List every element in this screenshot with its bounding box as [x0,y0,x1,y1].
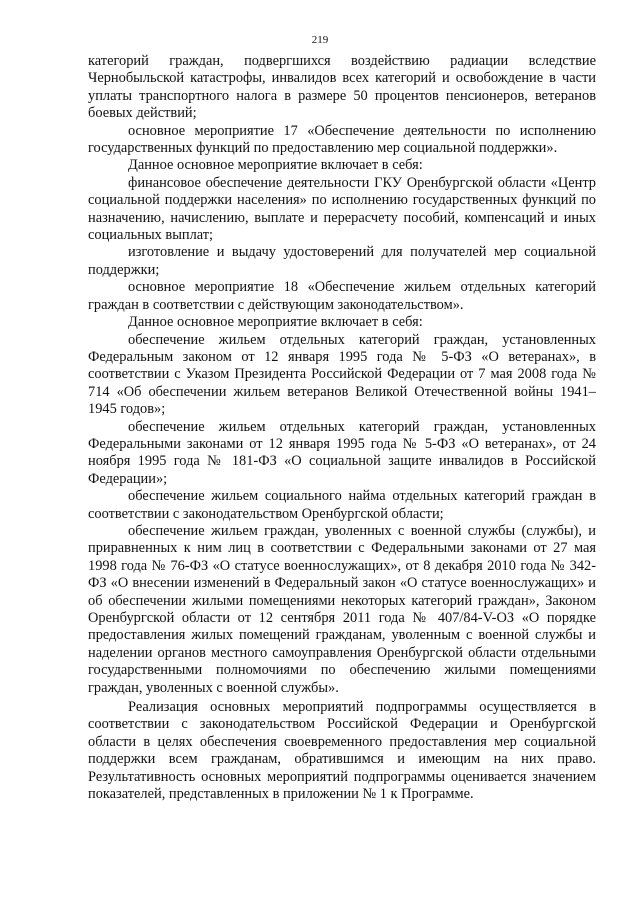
paragraph-includes-intro-2: Данное основное мероприятие включает в себя: [128,314,423,331]
paragraph-continuation: категорий граждан, подвергшихся воздействию радиации вследствие Чернобыльской катастрофы, инвалидов всех категорий и освобождение в части уплаты транспортного налога в размере 50 процентов пенсионеров, ветеранов боевых действий; [88,53,596,122]
paragraph-financial-support: финансовое обеспечение деятельности ГКУ Оренбургской области «Центр социальной поддержки населения» по исполнению государственных функций по назначению, начислению, выплате и перерасчету пособий, компенсаций и иных социальных выплат; [88,174,596,244]
paragraph-measure-17: основное мероприятие 17 «Обеспечение деятельности по исполнению государственных функций по предоставлению мер социальной поддержки». [88,122,596,157]
paragraph-housing-military: обеспечение жильем граждан, уволенных с военной службы (службы), и приравненных к ним лиц в соответствии с Федеральными законами от 27 мая 1998 года № 76-ФЗ «О статусе военнослужащих», от 8 декабря 2010 года № 342-ФЗ «О внесении изменений в Федеральный закон «О статусе военнослужащих» и об обеспечении жилыми помещениями некоторых категорий граждан», Законом Оренбургской области от 12 сентября 2011 года № 407/84-V-ОЗ «О порядке предоставления жилых помещений гражданам, уволенным с военной службы и наделении органов местного самоуправления Оренбургской области отдельными государственными полномочиями по обеспечению жилыми помещениями граждан, уволенных с военной службы». [88,522,596,696]
paragraph-measure-18: основное мероприятие 18 «Обеспечение жильем отдельных категорий граждан в соответствии с действующим законодательством». [88,279,596,313]
paragraph-housing-veterans: обеспечение жильем отдельных категорий граждан, установленных Федеральным законом от 12 января 1995 года № 5-ФЗ «О ветеранах», в соответствии с Указом Президента Российской Федерации от 7 мая 2008 года № 714 «Об обеспечении жильем ветеранов Великой Отечественной войны 1941–1945 годов»; [88,331,596,418]
paragraph-social-rent-housing: обеспечение жильем социального найма отдельных категорий граждан в соответствии с законодательством Оренбургской области; [88,488,596,522]
page-number: 219 [311,34,329,46]
paragraph-certificates: изготовление и выдачу удостоверений для получателей мер социальной поддержки; [88,244,596,278]
paragraph-implementation: Реализация основных мероприятий подпрограммы осуществляется в соответствии с законодательством Российской Федерации и Оренбургской области в целях обеспечения своевременного предоставления мер социальной поддержки всем гражданам, обратившимся и имеющим на них право. Результативность основных мероприятий подпрограммы оценивается значением показателей, представленных в приложении № 1 к Программе. [88,699,596,803]
paragraph-includes-intro: Данное основное мероприятие включает в себя: [128,157,423,174]
paragraph-housing-veterans-disabled: обеспечение жильем отдельных категорий граждан, установленных Федеральными законами от 12 января 1995 года № 5-ФЗ «О ветеранах», от 24 ноября 1995 года № 181-ФЗ «О социальной защите инвалидов в Российской Федерации»; [88,418,596,487]
document-body [88,53,596,803]
